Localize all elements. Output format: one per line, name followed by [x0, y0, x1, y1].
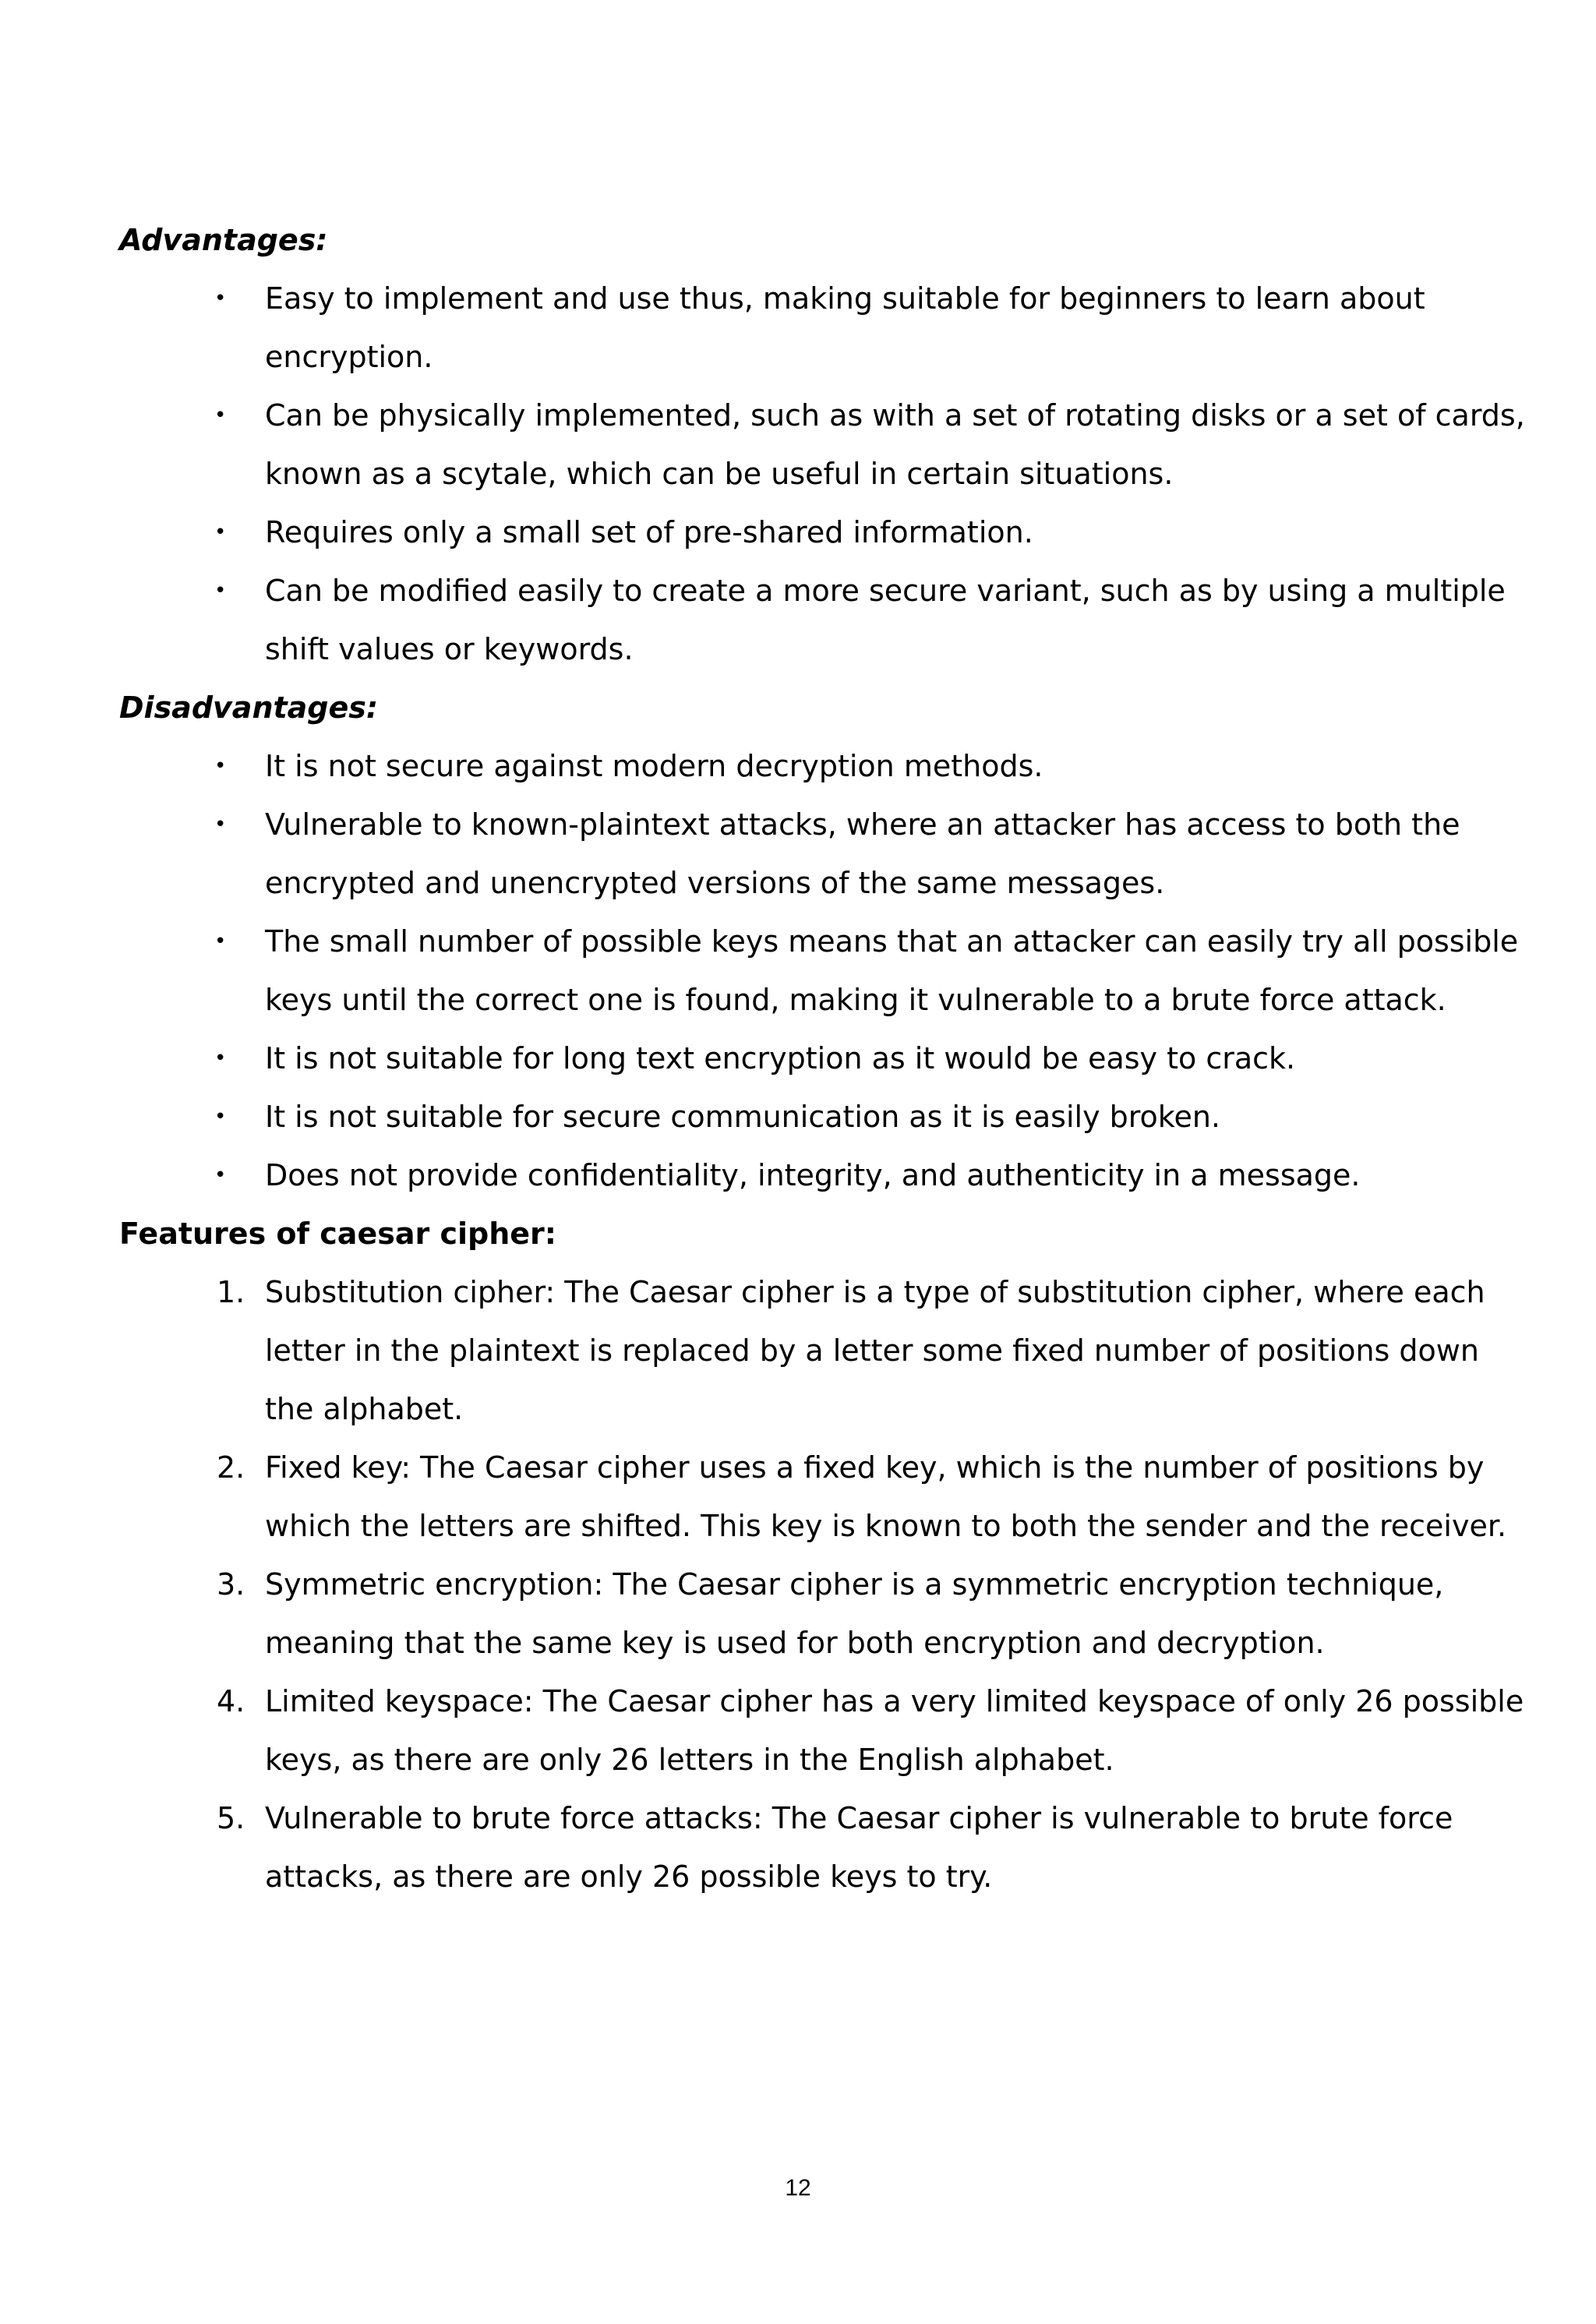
list-item-text: It is not suitable for long text encryption as it would be easy to crack.	[265, 1041, 1296, 1075]
list-item-text: Substitution cipher: The Caesar cipher is a type of substitution cipher, where each letter in the plaintext is replaced by a letter some fixed number of positions down the alphabet.	[265, 1275, 1485, 1426]
list-item	[119, 1146, 1530, 1205]
list-item	[119, 1789, 1530, 1906]
list-item-text: Limited keyspace: The Caesar cipher has a very limited keyspace of only 26 possible keys, as there are only 26 letters in the English alphabet.	[265, 1684, 1524, 1777]
list-item	[119, 1263, 1530, 1439]
list-item	[119, 1556, 1530, 1672]
list-item	[119, 503, 1530, 562]
disadvantages-list	[119, 737, 1530, 1205]
list-number: 4.	[217, 1684, 245, 1718]
bullet-icon: •	[214, 1164, 227, 1187]
bullet-icon: •	[214, 287, 227, 310]
disadvantages-heading: Disadvantages:	[119, 690, 379, 725]
list-item-text: Can be physically implemented, such as with a set of rotating disks or a set of cards, known as a scytale, which can be useful in certain situations.	[265, 398, 1525, 491]
bullet-icon: •	[214, 1047, 227, 1070]
list-item	[119, 1088, 1530, 1146]
list-item-text: Symmetric encryption: The Caesar cipher is a symmetric encryption technique, meaning that the same key is used for both encryption and decryption.	[265, 1567, 1444, 1660]
list-number: 2.	[217, 1450, 245, 1485]
bullet-icon: •	[214, 813, 227, 836]
list-item	[119, 1672, 1530, 1789]
bullet-icon: •	[214, 1105, 227, 1128]
list-item	[119, 913, 1530, 1030]
list-item	[119, 562, 1530, 679]
list-item	[119, 270, 1530, 387]
list-item-text: It is not suitable for secure communication as it is easily broken.	[265, 1100, 1221, 1134]
list-item-text: Vulnerable to known-plaintext attacks, where an attacker has access to both the encrypted and unencrypted versions of the same messages.	[265, 807, 1460, 900]
bullet-icon: •	[214, 754, 227, 778]
list-item	[119, 387, 1530, 503]
page-content	[119, 211, 1530, 1906]
advantages-list	[119, 270, 1530, 679]
list-item-text: Easy to implement and use thus, making suitable for beginners to learn about encryption.	[265, 281, 1425, 374]
list-item-text: Can be modified easily to create a more secure variant, such as by using a multiple shift values or keywords.	[265, 574, 1506, 666]
list-item	[119, 737, 1530, 796]
list-item-text: Requires only a small set of pre-shared information.	[265, 515, 1033, 549]
advantages-heading: Advantages:	[119, 223, 328, 257]
list-number: 1.	[217, 1275, 245, 1309]
bullet-icon: •	[214, 579, 227, 602]
features-heading: Features of caesar cipher:	[119, 1217, 556, 1251]
list-item	[119, 1439, 1530, 1556]
bullet-icon: •	[214, 521, 227, 544]
features-list	[119, 1263, 1530, 1906]
bullet-icon: •	[214, 930, 227, 953]
bullet-icon: •	[214, 404, 227, 427]
list-item-text: Vulnerable to brute force attacks: The Caesar cipher is vulnerable to brute force attacks, as there are only 26 possible keys to try.	[265, 1801, 1453, 1894]
list-item-text: Fixed key: The Caesar cipher uses a fixed key, which is the number of positions by which the letters are shifted. This key is known to both the sender and the receiver.	[265, 1450, 1507, 1543]
page-number: 12	[785, 2175, 811, 2201]
list-item-text: The small number of possible keys means that an attacker can easily try all possible keys until the correct one is found, making it vulnerable to a brute force attack.	[265, 924, 1519, 1017]
list-item	[119, 796, 1530, 913]
list-number: 3.	[217, 1567, 245, 1602]
list-item-text: Does not provide confidentiality, integrity, and authenticity in a message.	[265, 1158, 1361, 1192]
list-item	[119, 1030, 1530, 1088]
list-number: 5.	[217, 1801, 245, 1835]
list-item-text: It is not secure against modern decryption methods.	[265, 749, 1043, 783]
